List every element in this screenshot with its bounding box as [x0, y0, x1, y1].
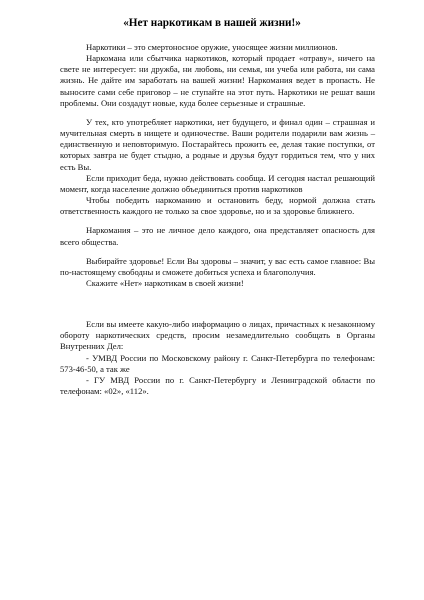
paragraph-responsibility: Чтобы победить наркоманию и остановить беду, нормой должна стать ответственность каждого не только за свое здоровье, но и за здоровье ближнего. [60, 195, 375, 217]
paragraph-health: Выбирайте здоровье! Если Вы здоровы – значит, у вас есть самое главное: Вы по-настоящему свободны и сможете добиться успеха и благополучия. [60, 255, 375, 277]
paragraph-society: Наркомания – это не личное дело каждого, она представляет опасность для всего общества. [60, 225, 375, 247]
contacts-item-umvd: - УМВД России по Московскому району г. Санкт-Петербурга по телефонам: 573-46-50, а так же [60, 352, 375, 374]
paragraph-say-no: Скажите «Нет» наркотикам в своей жизни! [86, 277, 244, 288]
paragraph-future: У тех, кто употребляет наркотики, нет будущего, и финал один – страшная и мучительная смерть в нищете и одиночестве. Ваши родители подарили вам жизнь – единственную и неповторимую. Постарайтесь прожить ее, делая такие поступки, от которых завтра не будет стыдно, а родные и друзья будут гордиться тем, что у них есть Вы. [60, 116, 375, 172]
paragraph-intro: Наркотики – это смертоносное оружие, уносящее жизни миллионов. [86, 42, 338, 52]
contacts-item-gu-mvd: - ГУ МВД России по г. Санкт-Петербургу и Ленинградской области по телефонам: «02», «112». [60, 374, 375, 397]
paragraph-together: Если приходит беда, нужно действовать сообща. И сегодня настал решающий момент, когда население должно объединиться против наркотиков [60, 172, 375, 194]
document-body [60, 42, 375, 397]
contacts-intro: Если вы имеете какую-либо информацию о лицах, причастных к незаконному обороту наркотических средств, просим незамедлительно сообщать в Органы Внутренних Дел: [60, 319, 375, 352]
paragraph-dealer: Наркомана или сбытчика наркотиков, который продает «отраву», ничего на свете не интересует: ни дружба, ни любовь, ни семья, ни учеба или работа, ни сама жизнь. Не дайте им заработать на вашей жизни! Наркомания ведет в пропасть. Не выносите сами себе приговор – не ступайте на этот путь. Наркотики не решат ваши проблемы. Они создадут новые, куда более серьезные и страшные. [60, 53, 375, 108]
document-title: «Нет наркотикам в нашей жизни!» [123, 17, 301, 29]
